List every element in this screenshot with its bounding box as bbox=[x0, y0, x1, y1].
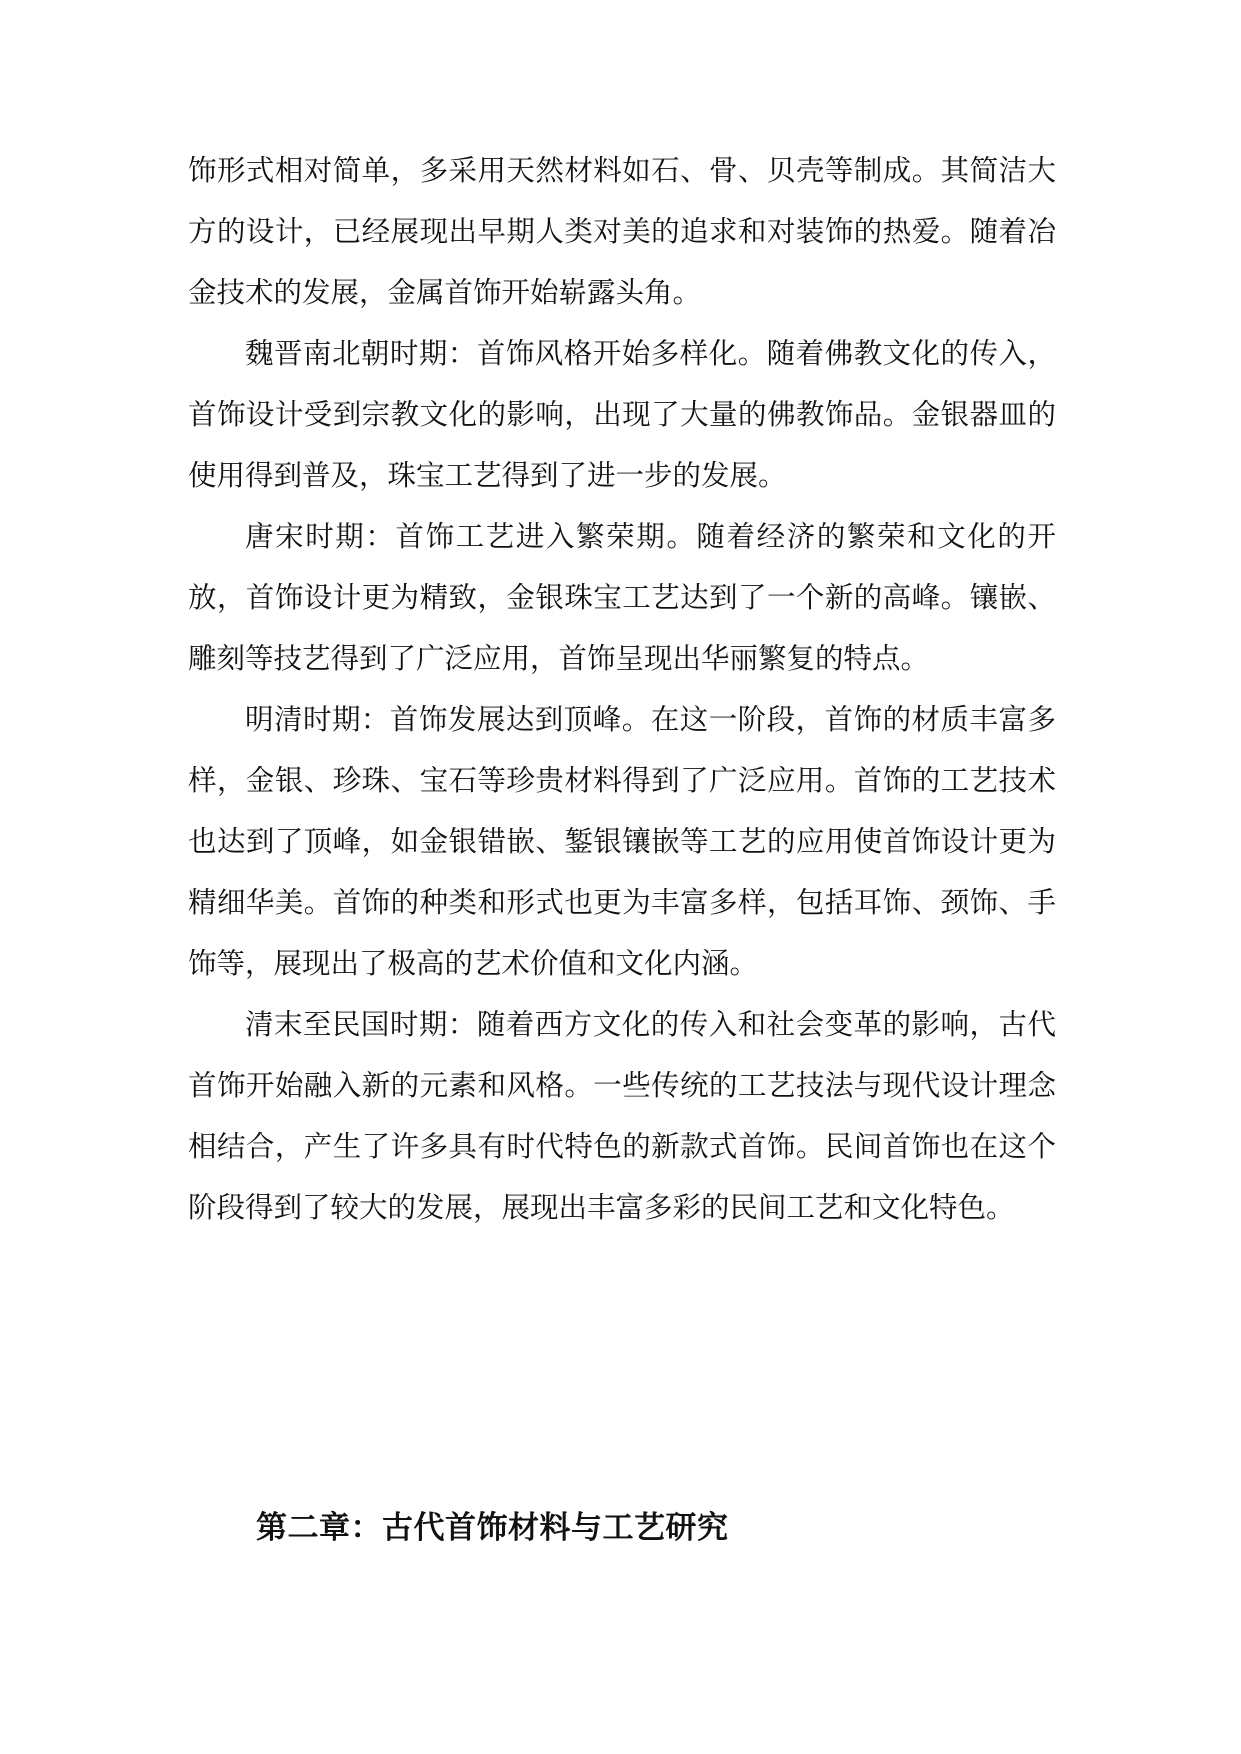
paragraph-wei-jin: 魏晋南北朝时期：首饰风格开始多样化。随着佛教文化的传入，首饰设计受到宗教文化的影响，出现了大量的佛教饰品。金银器皿的使用得到普及，珠宝工艺得到了进一步的发展。 bbox=[188, 337, 1056, 492]
paragraph-ming-qing: 明清时期：首饰发展达到顶峰。在这一阶段，首饰的材质丰富多样，金银、珍珠、宝石等珍贵材料得到了广泛应用。首饰的工艺技术也达到了顶峰，如金银错嵌、錾银镶嵌等工艺的应用使首饰设计更为精细华美。首饰的种类和形式也更为丰富多样，包括耳饰、颈饰、手饰等，展现出了极高的艺术价值和文化内涵。 bbox=[188, 703, 1056, 980]
paragraph-tang-song: 唐宋时期：首饰工艺进入繁荣期。随着经济的繁荣和文化的开放，首饰设计更为精致，金银珠宝工艺达到了一个新的高峰。镶嵌、雕刻等技艺得到了广泛应用，首饰呈现出华丽繁复的特点。 bbox=[188, 520, 1056, 675]
paragraph-continuation: 饰形式相对简单，多采用天然材料如石、骨、贝壳等制成。其简洁大方的设计，已经展现出早期人类对美的追求和对装饰的热爱。随着冶金技术的发展，金属首饰开始崭露头角。 bbox=[188, 154, 1056, 309]
document-body bbox=[188, 140, 1056, 1238]
chapter-heading: 第二章：古代首饰材料与工艺研究 bbox=[256, 1510, 729, 1546]
paragraph-late-qing-republic: 清末至民国时期：随着西方文化的传入和社会变革的影响，古代首饰开始融入新的元素和风格。一些传统的工艺技法与现代设计理念相结合，产生了许多具有时代特色的新款式首饰。民间首饰也在这个阶段得到了较大的发展，展现出丰富多彩的民间工艺和文化特色。 bbox=[188, 1008, 1056, 1224]
